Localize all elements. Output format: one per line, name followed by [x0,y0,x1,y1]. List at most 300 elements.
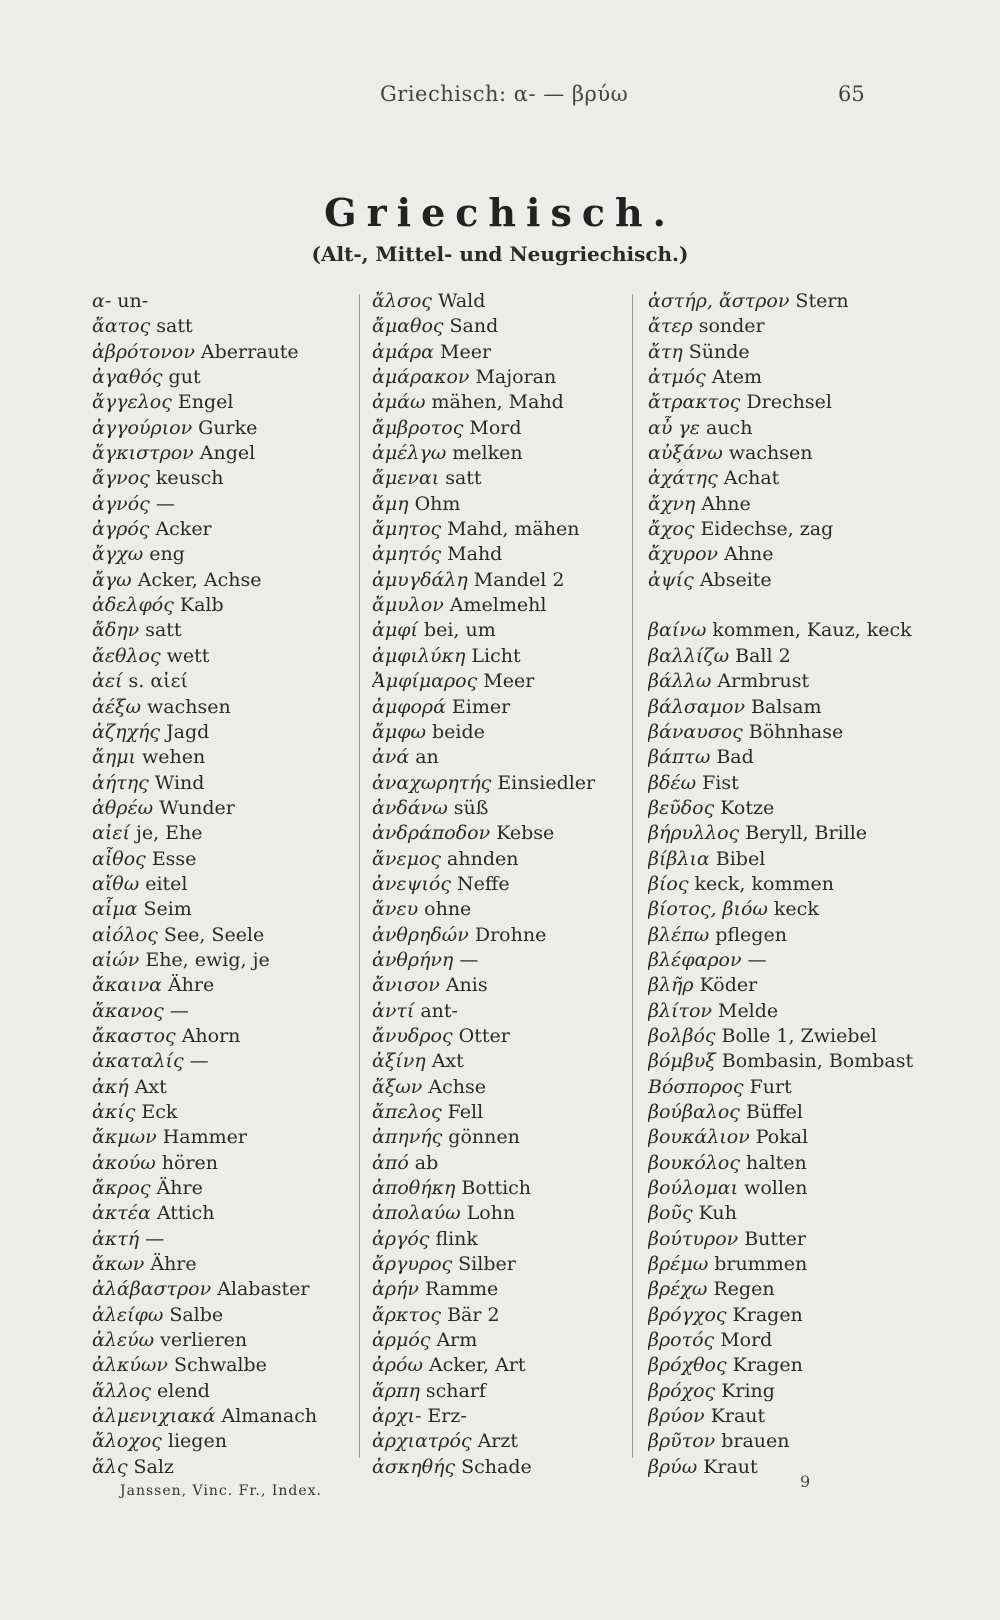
dictionary-entry [372,796,634,821]
column-divider [632,294,633,1458]
dictionary-entry [372,1303,634,1328]
german-reference: See, Seele [163,923,265,946]
german-reference: Majoran [475,366,557,389]
greek-headword: ἄρπη [372,1379,420,1402]
greek-headword: ἀνεψιός [372,872,452,895]
greek-headword: βούβαλος [648,1101,740,1123]
german-reference: Kalb [179,594,224,617]
greek-headword: ἄμεναι [372,467,440,490]
german-reference: Kragen [732,1303,803,1326]
greek-headword: ἀμάρακον [372,366,470,389]
german-reference: auch [705,416,753,439]
dictionary-entry [648,1176,918,1201]
german-reference: Eimer [451,695,511,718]
greek-headword: βάλλω [648,670,712,693]
dictionary-entry [372,542,634,567]
german-reference: s. αἰεί [128,670,188,693]
dictionary-entry [372,1252,634,1277]
dictionary-entry [372,771,634,796]
greek-headword: ἄχυρον [648,543,719,566]
german-reference: Bombasin, Bombast [721,1050,914,1073]
dictionary-entry [92,593,354,618]
greek-headword: ἀμάω [372,391,426,414]
greek-headword: βουκόλος [648,1151,740,1174]
german-reference: Aberraute [200,340,299,363]
greek-headword: ἀπό [372,1151,409,1174]
dictionary-entry [372,568,634,593]
dictionary-entry [648,669,918,694]
german-reference: wachsen [146,695,231,718]
german-reference: un- [117,290,149,312]
german-reference: Köder [699,974,758,997]
dictionary-entry [372,872,634,897]
greek-headword: βρόγχος [648,1303,727,1326]
greek-headword: ἄργυρος [372,1253,453,1276]
german-reference: Böhnhase [748,720,844,743]
dictionary-entry [92,1075,354,1100]
german-reference: Ahne [701,492,751,515]
german-reference: Engel [177,391,234,414]
dictionary-entry [372,720,634,745]
greek-headword: ἀμητός [372,543,442,566]
german-reference: Bibel [715,847,766,870]
greek-headword: ἄμυλον [372,594,444,617]
german-reference: — [189,1050,209,1073]
dictionary-entry [92,1277,354,1302]
greek-headword: ἀπολαύω [372,1202,461,1225]
greek-headword: ἀνά [372,746,410,769]
german-reference: Mord [720,1329,773,1352]
greek-headword: βαλλίζω [648,644,730,667]
german-reference: Arm [436,1329,478,1352]
greek-headword: ἄλσος [372,290,432,312]
greek-headword: ἄγω [92,568,132,591]
greek-headword: ἀθρέω [92,796,154,819]
dictionary-entry [92,745,354,770]
greek-headword: Ἀμφίμαρος [372,670,478,693]
dictionary-entry [372,1277,634,1302]
greek-headword: βουκάλιον [648,1126,750,1149]
dictionary-entry [372,1429,634,1454]
greek-headword: ἀντί [372,999,415,1022]
german-reference: Ahorn [181,1024,241,1047]
dictionary-entry [372,1100,634,1125]
german-reference: Drohne [474,923,547,946]
german-reference: Arzt [477,1430,519,1453]
dictionary-entry [648,466,918,491]
greek-headword: αἰών [92,948,140,971]
german-reference: Kuh [698,1202,737,1225]
greek-headword: ἄνευ [372,898,419,921]
german-reference: wollen [744,1177,808,1200]
german-reference: — [169,999,189,1022]
german-reference: — [747,948,767,971]
greek-headword: ἄμη [372,492,409,515]
greek-headword: ἄμητος [372,518,442,541]
german-reference: bei, um [423,619,496,642]
greek-headword: ἀμέλγω [372,442,447,465]
dictionary-entry [648,517,918,542]
greek-headword: αἶθος [92,847,146,870]
dictionary-entry [648,1455,918,1480]
german-reference: sonder [698,315,765,338]
dictionary-entry [92,1379,354,1404]
dictionary-entry [648,314,918,339]
greek-headword: ἀμυγδάλη [372,568,468,591]
greek-headword: ἀνδράποδον [372,822,491,845]
greek-headword: ἀζηχής [92,720,161,743]
dictionary-entry [648,1379,918,1404]
dictionary-entry [372,847,634,872]
greek-headword: ἀμφορά [372,695,446,718]
dictionary-entry [648,745,918,770]
dictionary-entry [372,923,634,948]
greek-headword: ἀπηνής [372,1126,443,1149]
german-reference: Stern [795,290,849,312]
greek-headword: ἀεί [92,670,123,693]
german-reference: ohne [424,898,472,921]
german-reference: beide [431,720,485,743]
dictionary-entry [648,1328,918,1353]
greek-headword: ἀγρός [92,518,150,541]
greek-headword: βάλσαμον [648,695,745,718]
greek-headword: αἷμα [92,898,138,921]
greek-headword: ἀρχι- [372,1405,422,1428]
dictionary-entry [92,1201,354,1226]
german-reference: Otter [458,1024,510,1047]
german-reference: Schwalbe [173,1354,267,1377]
greek-headword: βοῦς [648,1202,693,1225]
german-reference: Beryll, Brille [745,822,868,845]
german-reference: scharf [425,1379,486,1402]
german-reference: hören [161,1151,219,1174]
german-reference: brauen [721,1430,790,1453]
dictionary-entry [92,669,354,694]
german-reference: pflegen [715,923,787,946]
german-reference: Furt [749,1075,792,1098]
greek-headword: ἄχος [648,518,695,541]
dictionary-entry [648,695,918,720]
dictionary-entry [372,695,634,720]
german-reference: Regen [713,1278,775,1301]
dictionary-entry [648,340,918,365]
dictionary-entry [92,1176,354,1201]
german-reference: Ball 2 [735,644,791,667]
dictionary-entry [648,720,918,745]
german-reference: an [415,746,439,769]
greek-headword: βάπτω [648,746,711,769]
greek-headword: ἄκαστος [92,1024,176,1047]
dictionary-entry [92,1151,354,1176]
dictionary-entry [92,1252,354,1277]
dictionary-entry [92,999,354,1024]
german-reference: Ähre [156,1177,203,1200]
greek-headword: βίος [648,872,689,895]
greek-headword: ἄμβροτος [372,416,464,439]
entry-column-1 [92,289,354,1480]
dictionary-entry [648,1277,918,1302]
greek-headword: ἀλείφω [92,1303,164,1326]
greek-headword: ἀκούω [92,1151,156,1174]
greek-headword: ἄτη [648,340,683,363]
greek-headword: ἀκαταλίς [92,1050,184,1073]
german-reference: Wunder [159,796,235,819]
greek-headword: ἀχάτης [648,467,718,490]
dictionary-entry [648,1100,918,1125]
greek-headword: βλίτον [648,999,712,1022]
german-reference: Erz- [427,1405,467,1428]
dictionary-entry [92,289,354,314]
german-reference: Amelmehl [449,594,547,617]
dictionary-entry [92,1353,354,1378]
greek-headword: βούτυρον [648,1227,739,1250]
greek-headword: βίοτος, βιόω [648,898,768,921]
dictionary-entry [92,771,354,796]
greek-headword: βλῆρ [648,974,694,997]
dictionary-entry [372,289,634,314]
german-reference: Ähre [150,1253,197,1276]
greek-headword: βλέφαρον [648,948,742,971]
greek-headword: Βόσπορος [648,1075,744,1098]
dictionary-entry [648,1049,918,1074]
dictionary-entry [372,644,634,669]
dictionary-entry [372,314,634,339]
dictionary-entry [648,568,918,593]
german-reference: Almanach [221,1405,318,1428]
german-reference: Eidechse, zag [700,518,834,541]
greek-headword: βρύον [648,1405,705,1428]
dictionary-entry [648,1303,918,1328]
german-reference: Balsam [751,695,822,718]
dictionary-entry [92,897,354,922]
dictionary-entry [648,1024,918,1049]
german-reference: Wald [437,290,486,312]
dictionary-entry [372,948,634,973]
german-reference: Kragen [732,1354,803,1377]
greek-headword: ἀέξω [92,695,141,718]
german-reference: Bolle 1, Zwiebel [721,1024,877,1047]
german-reference: Kebse [496,822,555,845]
greek-headword: ἀψίς [648,568,694,591]
german-reference: Abseite [699,568,772,591]
greek-headword: ἄκμων [92,1126,157,1149]
german-reference: Ohm [414,492,461,515]
dictionary-entry [648,1252,918,1277]
greek-headword: αὐξάνω [648,442,723,465]
greek-headword: ἀγαθός [92,366,163,389]
greek-headword: ἀναχωρητής [372,771,492,794]
german-reference: je, Ehe [135,822,203,845]
greek-headword: ἀκή [92,1075,129,1098]
dictionary-entry [92,517,354,542]
german-reference: Fell [447,1101,484,1123]
dictionary-entry [92,492,354,517]
german-reference: Seim [143,898,192,921]
greek-headword: ἄπελος [372,1101,442,1123]
section-gap [648,593,918,618]
greek-headword: ἀποθήκη [372,1177,456,1200]
dictionary-entry [92,923,354,948]
dictionary-entry [92,695,354,720]
dictionary-entry [648,441,918,466]
dictionary-entry [648,923,918,948]
german-reference: Butter [744,1227,806,1250]
greek-headword: ἀκτή [92,1227,140,1250]
dictionary-entry [648,847,918,872]
dictionary-entry [372,517,634,542]
german-reference: gut [168,366,201,389]
dictionary-entry [648,1404,918,1429]
german-reference: Schade [461,1455,532,1478]
dictionary-entry [92,847,354,872]
german-reference: elend [157,1379,210,1402]
dictionary-entry [372,1455,634,1480]
dictionary-entry [372,1176,634,1201]
dictionary-entry [372,1151,634,1176]
dictionary-entry [372,973,634,998]
greek-headword: βούλομαι [648,1177,739,1200]
dictionary-entry [372,999,634,1024]
german-reference: Ahne [724,543,774,566]
signature-mark: 9 [800,1472,811,1491]
greek-headword: ἀξίνη [372,1050,426,1073]
german-reference: Mahd [447,543,503,566]
greek-headword: ἄτερ [648,315,693,338]
dictionary-entry [372,821,634,846]
german-reference: Achat [723,467,780,490]
greek-headword: βάναυσος [648,720,743,743]
greek-headword: ἄκρος [92,1177,151,1200]
dictionary-entry [92,821,354,846]
dictionary-entry [92,948,354,973]
dictionary-entry [372,593,634,618]
german-reference: Bottich [461,1177,532,1200]
greek-headword: ἀτμός [648,366,706,389]
greek-headword: ἀλκύων [92,1354,168,1377]
german-reference: satt [145,619,182,642]
german-reference: — [459,948,479,971]
greek-headword: βρόχος [648,1379,716,1402]
greek-headword: βδέω [648,771,697,794]
dictionary-entry [648,1429,918,1454]
german-reference: eitel [145,872,188,895]
german-reference: Fist [702,771,739,794]
dictionary-entry [92,314,354,339]
dictionary-entry [372,466,634,491]
dictionary-entry [648,390,918,415]
german-reference: keck, kommen [694,872,834,895]
greek-headword: ἀνθρηδών [372,923,469,946]
greek-headword: ἄκαινα [92,974,162,997]
greek-headword: ἄεθλος [92,644,161,667]
german-reference: Neffe [457,872,510,895]
greek-headword: ἄδην [92,619,140,642]
dictionary-entry [92,1100,354,1125]
dictionary-entry [372,416,634,441]
entry-column-3 [648,289,918,1480]
german-reference: Meer [483,670,535,693]
dictionary-entry [648,365,918,390]
dictionary-entry [372,492,634,517]
greek-headword: ἀήτης [92,771,149,794]
dictionary-entry [648,416,918,441]
german-reference: Büffel [745,1101,803,1123]
german-reference: — [155,492,175,515]
dictionary-entry [372,340,634,365]
german-reference: Axt [134,1075,167,1098]
german-reference: mähen, Mahd [431,391,564,414]
german-reference: Atem [711,366,763,389]
german-reference: — [145,1227,165,1250]
greek-headword: ἀλμενιχιακά [92,1405,216,1428]
german-reference: Bär 2 [447,1303,500,1326]
german-reference: Acker, Art [428,1354,526,1377]
dictionary-entry [92,542,354,567]
footer-imprint: Janssen, Vinc. Fr., Index. [120,1483,323,1499]
german-reference: Salz [133,1455,174,1478]
german-reference: Esse [151,847,197,870]
dictionary-entry [92,1049,354,1074]
dictionary-entry [92,466,354,491]
dictionary-entry [648,1201,918,1226]
greek-headword: βρύω [648,1455,698,1478]
greek-headword: ἀμάρα [372,340,435,363]
german-reference: Kring [721,1379,775,1402]
dictionary-entry [372,1353,634,1378]
column-divider [359,294,360,1458]
dictionary-entry [372,1075,634,1100]
greek-headword: ἄνυδρος [372,1024,453,1047]
greek-headword: ἀργός [372,1227,430,1250]
greek-headword: ἄμαθος [372,315,444,338]
dictionary-entry [92,1404,354,1429]
german-reference: Wind [154,771,205,794]
dictionary-entry [648,999,918,1024]
greek-headword: ἄγκιστρον [92,442,194,465]
greek-headword: ἄλοχος [92,1430,162,1453]
dictionary-entry [648,289,918,314]
greek-headword: ἀδελφός [92,594,174,617]
greek-headword: ἄξων [372,1075,423,1098]
dictionary-entry [92,1125,354,1150]
german-reference: Melde [717,999,779,1022]
greek-headword: ἀμφιλύκη [372,644,466,667]
dictionary-entry [92,796,354,821]
greek-headword: ἀρόω [372,1354,423,1377]
german-reference: süß [453,796,489,819]
german-reference: Jagd [166,720,210,743]
dictionary-entry [92,872,354,897]
greek-headword: βρόχθος [648,1354,727,1377]
greek-headword: ἀκίς [92,1101,136,1123]
german-reference: Mord [469,416,522,439]
greek-headword: ἄγγελος [92,391,172,414]
dictionary-entry [372,1024,634,1049]
dictionary-entry [372,745,634,770]
dictionary-entry [648,1353,918,1378]
dictionary-entry [92,390,354,415]
page-number: 65 [838,82,865,106]
greek-headword: ἄνεμος [372,847,442,870]
german-reference: Meer [440,340,492,363]
german-reference: Sand [449,315,499,338]
greek-headword: ἀλάβαστρον [92,1278,212,1301]
german-reference: melken [452,442,523,465]
greek-headword: βλέπω [648,923,710,946]
german-reference: Mahd, mähen [447,518,580,541]
dictionary-entry [648,973,918,998]
dictionary-entry [372,1227,634,1252]
